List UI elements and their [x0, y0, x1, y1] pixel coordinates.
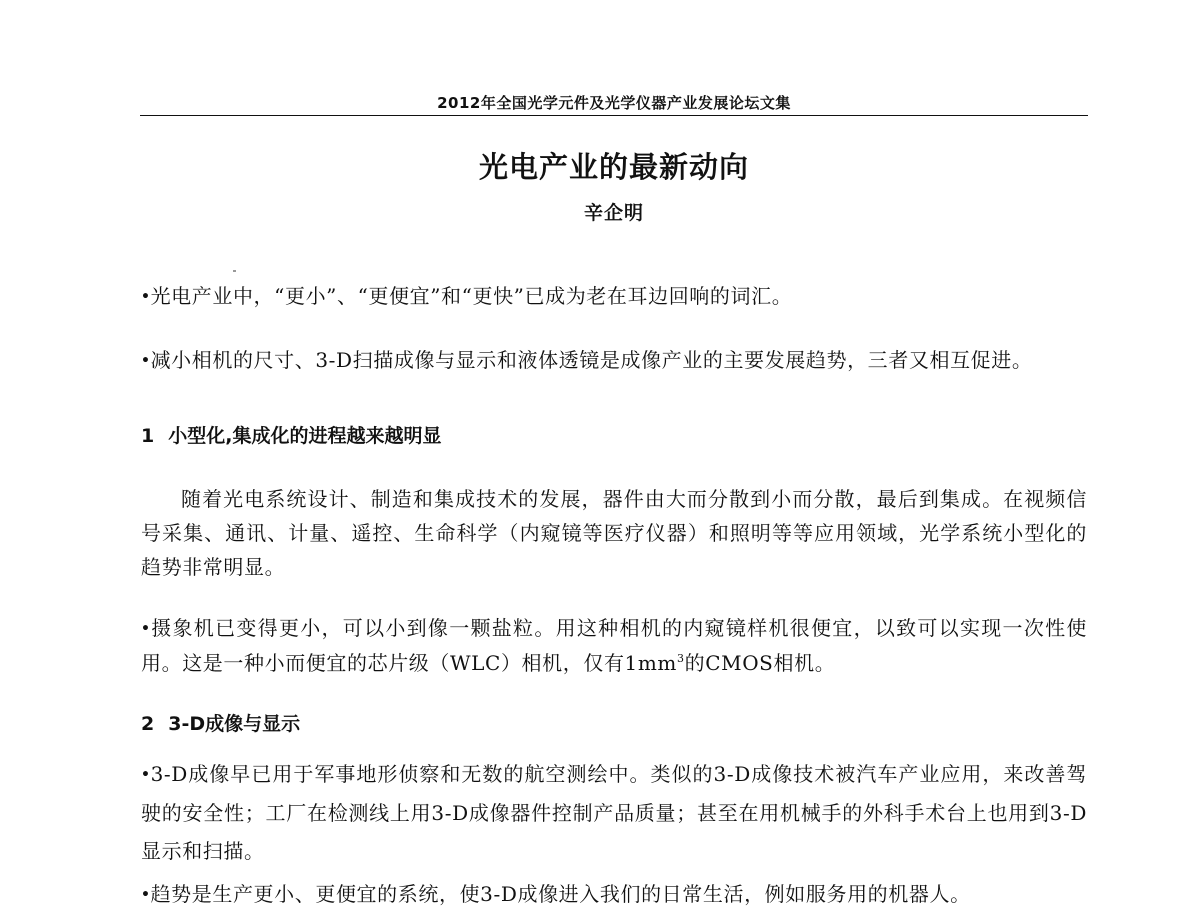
intro-bullet-1	[141, 277, 1087, 316]
bullet-marker: •	[141, 887, 151, 903]
section-1-bullet-text-b: 的CMOS相机。	[684, 651, 836, 675]
bullet-marker: •	[141, 289, 151, 305]
scan-speck	[233, 270, 236, 272]
section-1-heading	[141, 421, 1087, 448]
section-1-title: 小型化,集成化的进程越来越明显	[168, 425, 442, 447]
section-1-bullet	[141, 611, 1087, 680]
author-name: 辛企明	[583, 202, 644, 224]
section-2-bullet-1-text: 3-D成像早已用于军事地形侦察和无数的航空测绘中。类似的3-D成像技术被汽车产业应用，来改善驾驶的安全性；工厂在检测线上用3-D成像器件控制产品质量；甚至在用机械手的外科手术台上也用到3-D显示和扫描。	[141, 762, 1087, 863]
section-2-number: 2	[141, 713, 155, 735]
section-2-bullet-2-text: 趋势是生产更小、更便宜的系统，使3-D成像进入我们的日常生活，例如服务用的机器人。	[150, 882, 971, 906]
bullet-marker: •	[141, 767, 151, 783]
header-rule	[140, 115, 1088, 116]
section-2-title: 3-D成像与显示	[168, 713, 301, 735]
intro-bullet-2	[141, 341, 1087, 380]
paper-title: 光电产业的最新动向	[478, 150, 749, 184]
bullet-marker: •	[141, 621, 151, 637]
section-1-bullet-text-a: 摄象机已变得更小，可以小到像一颗盐粒。用这种相机的内窥镜样机很便宜，以致可以实现一次性使用。这是一种小而便宜的芯片级（WLC）相机，仅有1mm	[141, 616, 1087, 675]
intro-bullet-2-text: 减小相机的尺寸、3-D扫描成像与显示和液体透镜是成像产业的主要发展趋势，三者又相互促进。	[150, 348, 1033, 372]
intro-bullet-1-text: 光电产业中，“更小”、“更便宜”和“更快”已成为老在耳边回响的词汇。	[150, 284, 793, 308]
superscript-three: 3	[677, 652, 685, 665]
section-1-number: 1	[141, 425, 155, 447]
section-1-paragraph: 随着光电系统设计、制造和集成技术的发展，器件由大而分散到小而分散，最后到集成。在视频信号采集、通讯、计量、遥控、生命科学（内窥镜等医疗仪器）和照明等等应用领域，光学系统小型化的趋势非常明显。	[141, 487, 1087, 579]
running-header: 2012年全国光学元件及光学仪器产业发展论坛文集	[437, 94, 791, 112]
section-2-bullet-2	[141, 875, 1087, 914]
section-2-bullet-1	[141, 755, 1087, 870]
bullet-marker: •	[141, 353, 151, 369]
section-2-heading	[141, 709, 1087, 736]
